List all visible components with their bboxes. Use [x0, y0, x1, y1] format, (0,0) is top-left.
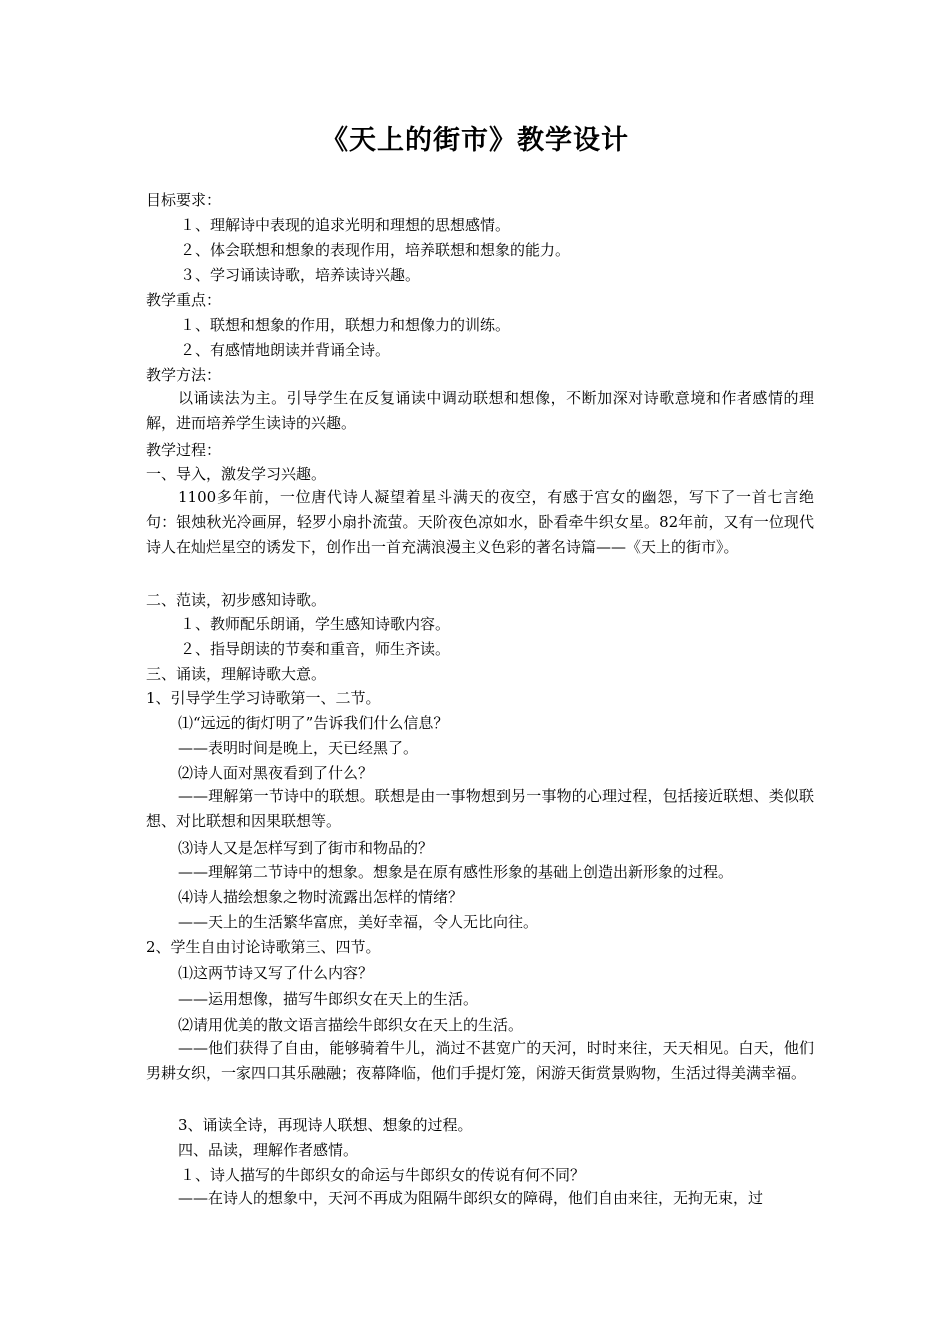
section-3-heading: 三、诵读，理解诗歌大意。: [146, 665, 327, 683]
answer-2: ——理解第一节诗中的联想。联想是由一事物想到另一事物的心理过程，包括接近联想、类似联想、对比联想和因果联想等。: [146, 787, 814, 830]
answer-3: ——理解第二节诗中的想象。想象是在原有感性形象的基础上创造出新形象的过程。: [178, 863, 734, 881]
section-2-item-2: ２、指导朗读的节奏和重音，师生齐读。: [180, 640, 451, 658]
question-1: ⑴“远远的街灯明了”告诉我们什么信息？: [178, 714, 449, 732]
key-point-2: ２、有感情地朗读并背诵全诗。: [180, 341, 391, 359]
question-5: ⑴这两节诗又写了什么内容？: [178, 964, 374, 982]
step-1-heading: 1、引导学生学习诗歌第一、二节。: [146, 689, 381, 707]
section-2-item-1: １、教师配乐朗诵，学生感知诗歌内容。: [180, 615, 451, 633]
heading-key-points: 教学重点：: [146, 291, 222, 309]
question-2: ⑵诗人面对黑夜看到了什么？: [178, 764, 374, 782]
heading-process: 教学过程：: [146, 441, 222, 459]
document-title: 《天上的街市》教学设计: [321, 125, 629, 156]
key-point-1: １、联想和想象的作用，联想力和想像力的训练。: [180, 316, 511, 334]
answer-1: ——表明时间是晚上，天已经黑了。: [178, 739, 419, 757]
step-3: 3、诵读全诗，再现诗人联想、想象的过程。: [178, 1116, 473, 1134]
question-6: ⑵请用优美的散文语言描绘牛郎织女在天上的生活。: [178, 1016, 524, 1034]
answer-5: ——运用想像，描写牛郎织女在天上的生活。: [178, 990, 479, 1008]
section-2-heading: 二、范读，初步感知诗歌。: [146, 591, 327, 609]
goal-1: １、理解诗中表现的追求光明和理想的思想感情。: [180, 216, 511, 234]
answer-6: ——他们获得了自由，能够骑着牛儿，淌过不甚宽广的天河，时时来往，天天相见。白天，他们男耕女织，一家四口其乐融融；夜幕降临，他们手提灯笼，闲游天街赏景购物，生活过得美满幸福。: [146, 1039, 814, 1082]
question-4: ⑷诗人描绘想象之物时流露出怎样的情绪？: [178, 888, 464, 906]
step-2-heading: 2、学生自由讨论诗歌第三、四节。: [146, 938, 381, 956]
section-1-heading: 一、导入，激发学习兴趣。: [146, 465, 327, 483]
heading-goals: 目标要求：: [146, 191, 222, 209]
answer-4: ——天上的生活繁华富庶，美好幸福，令人无比向往。: [178, 913, 539, 931]
section-4-item-1: １、诗人描写的牛郎织女的命运与牛郎织女的传说有何不同？: [180, 1166, 586, 1184]
intro-paragraph: 1100多年前，一位唐代诗人凝望着星斗满天的夜空，有感于宫女的幽怨，写下了一首七言绝句：银烛秋光冷画屏，轻罗小扇扑流萤。天阶夜色凉如水，卧看牵牛织女星。82年前，又有一位现代诗人在灿烂星空的诱发下，创作出一首充满浪漫主义色彩的著名诗篇——《天上的街市》。: [146, 488, 814, 556]
heading-methods: 教学方法：: [146, 366, 222, 384]
question-3: ⑶诗人又是怎样写到了街市和物品的？: [178, 839, 434, 857]
answer-7: ——在诗人的想象中，天河不再成为阻隔牛郎织女的障碍，他们自由来往，无拘无束，过: [178, 1189, 764, 1207]
methods-paragraph: 以诵读法为主。引导学生在反复诵读中调动联想和想像，不断加深对诗歌意境和作者感情的理解，进而培养学生读诗的兴趣。: [146, 389, 814, 432]
goal-3: ３、学习诵读诗歌，培养读诗兴趣。: [180, 266, 421, 284]
goal-2: ２、体会联想和想象的表现作用，培养联想和想象的能力。: [180, 241, 571, 259]
section-4-heading: 四、品读，理解作者感情。: [178, 1141, 359, 1159]
